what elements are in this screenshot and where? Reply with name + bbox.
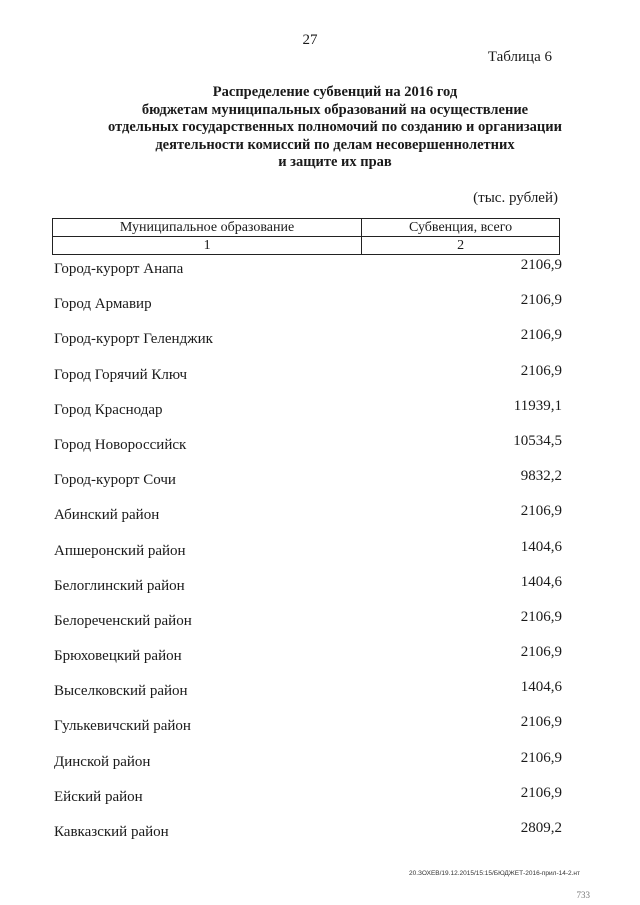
subvention-value: 2106,9 [520,749,562,766]
table-row [54,325,562,360]
subvention-value: 1404,6 [520,538,562,555]
subvention-value: 1404,6 [520,573,562,590]
subvention-value: 2106,9 [520,327,562,344]
column-number-2: 2 [362,237,560,255]
subvention-value: 2106,9 [520,362,562,379]
municipality-name: Город Горячий Ключ [54,366,188,383]
subvention-value: 1404,6 [520,679,562,696]
table-row [54,255,562,290]
municipality-name: Динской район [54,753,151,770]
title-line: и защите их прав [278,154,392,170]
table-row [54,748,562,783]
table-body [54,255,562,853]
subvention-value: 9832,2 [520,468,562,485]
header-municipality: Муниципальное образование [53,219,362,237]
title-line: отдельных государственных полномочий по созданию и организации [108,119,562,135]
municipality-name: Город Новороссийск [54,436,187,453]
header-subvention-total: Субвенция, всего [362,219,560,237]
title-line: бюджетам муниципальных образований на осуществление [141,101,529,118]
table-row [54,466,562,501]
table-row [54,677,562,712]
subvention-value: 2106,9 [520,503,562,520]
table-row [54,501,562,536]
municipality-name: Город Краснодар [54,401,163,418]
municipality-name: Выселковский район [54,683,188,700]
subvention-value: 2809,2 [520,820,562,836]
table-row [54,361,562,396]
document-title [40,84,630,172]
table-label: Таблица 6 [487,49,552,65]
municipality-name: Гулькевичский район [54,718,191,735]
municipality-name: Абинский район [54,507,160,524]
subvention-value: 11939,1 [513,397,562,414]
table-row [54,712,562,747]
municipality-name: Город-курорт Геленджик [54,331,213,348]
subvention-value: 2106,9 [520,292,562,309]
table-header [52,218,560,255]
table-row [54,818,562,853]
table-row [54,537,562,572]
table-row [54,607,562,642]
municipality-name: Апшеронский район [54,542,186,559]
municipality-name: Белореченский район [54,612,192,629]
subvention-value: 2106,9 [520,644,562,661]
municipality-name: Кавказский район [54,824,169,840]
municipality-name: Брюховецкий район [54,648,182,665]
table-row [54,783,562,818]
municipality-name: Город-курорт Сочи [54,472,176,489]
subvention-value: 2106,9 [520,608,562,625]
subvention-value: 2106,9 [520,714,562,731]
municipality-name: Ейский район [54,788,143,805]
municipality-name: Город Армавир [54,296,152,313]
municipality-name: Город-курорт Анапа [54,261,184,277]
footer-code: 20.ЗОХЕВ/19.12.2015/15:15/БЮДЖЕТ-2016-прил-14-2.нт [408,870,580,877]
table-row [54,396,562,431]
subvention-value: 2106,9 [520,784,562,801]
municipality-name: Белоглинский район [54,577,185,594]
title-line: Распределение субвенций на 2016 год [212,84,458,100]
table-row [54,290,562,325]
column-number-1: 1 [53,237,362,255]
page-number: 27 [302,32,318,48]
units-note: (тыс. рублей) [473,190,558,206]
table-row [54,642,562,677]
table-row [54,431,562,466]
subvention-value: 2106,9 [520,257,562,273]
corner-mark: 733 [576,890,590,900]
table-row [54,572,562,607]
title-line: деятельности комиссий по делам несовершеннолетних [155,136,515,153]
subvention-value: 10534,5 [513,432,562,449]
